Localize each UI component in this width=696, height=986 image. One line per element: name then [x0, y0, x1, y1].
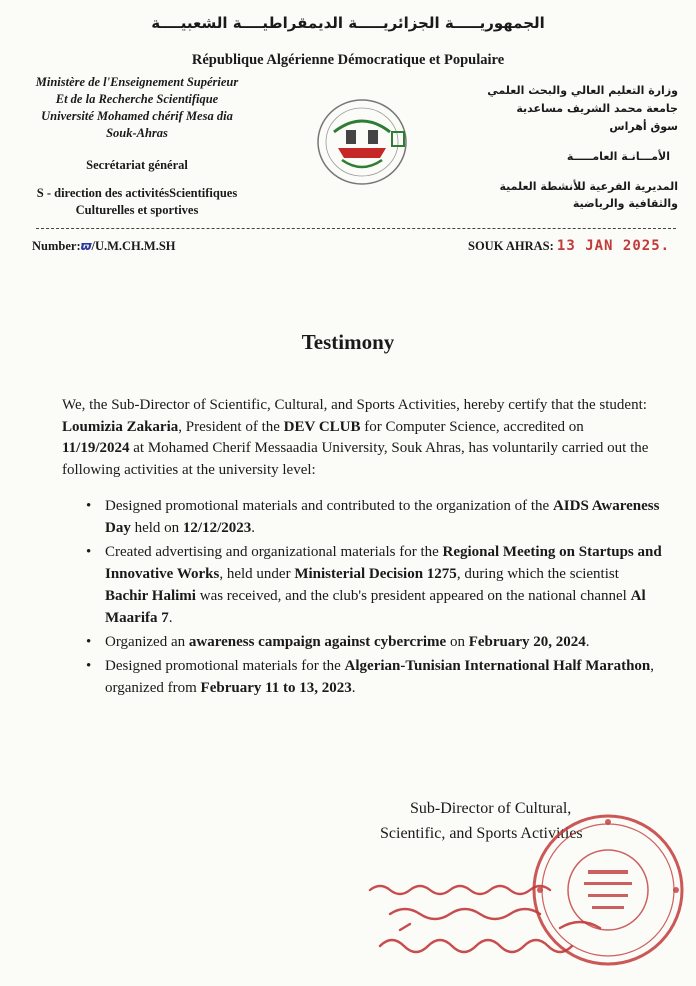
right-line-ministry: وزارة التعليم العالي والبحث العلمي — [487, 84, 678, 97]
activity-item — [62, 541, 662, 629]
left-subdirection-line2: Culturelles et sportives — [75, 203, 199, 217]
activity-text-part: Created advertising and organizational materials for the — [105, 544, 443, 560]
club-name: DEV CLUB — [283, 418, 361, 435]
activity-text-part: , held under — [219, 566, 295, 582]
right-subdirection-line1: المديرية الفرعية للأنشطة العلمية — [499, 180, 678, 193]
right-line-city: سوق أهراس — [609, 120, 678, 133]
activities-list — [62, 495, 662, 701]
activity-text-part: , organized from — [105, 658, 655, 696]
activity-text-part: . — [585, 634, 590, 650]
activity-text-part: February 11 to 13, 2023 — [200, 680, 352, 696]
left-institution-block — [12, 74, 262, 142]
number-label: Number: — [32, 239, 81, 253]
activity-item — [62, 631, 662, 653]
signatory-title-line1: Sub-Director of Cultural, — [410, 800, 572, 817]
left-line-research: Et de la Recherche Scientifique — [55, 92, 219, 106]
activity-text-part: , during which the scientist — [456, 566, 619, 582]
right-subdirection-line2: والثقافية والرياضية — [572, 197, 678, 210]
activity-text-part: Ministerial Decision 1275 — [294, 566, 457, 582]
right-subdirection-block — [468, 178, 678, 212]
university-logo-icon — [308, 92, 416, 190]
right-institution-block — [478, 82, 678, 136]
left-line-city: Souk-Ahras — [106, 126, 168, 140]
document-title: Testimony — [301, 330, 395, 354]
left-line-university: Université Mohamed chérif Mesa dia — [41, 109, 233, 123]
activity-text-part: held on — [130, 520, 183, 536]
right-secretariat: الأمـــانـة العامـــــة — [566, 150, 670, 163]
city-date-line — [468, 238, 670, 254]
reference-number — [32, 238, 176, 254]
left-line-ministry: Ministère de l'Enseignement Supérieur — [35, 75, 239, 89]
activity-text-part: Organized an — [105, 634, 189, 650]
bullet-dot: • — [86, 544, 92, 560]
handwritten-signature — [360, 870, 660, 960]
arabic-republic-header: الجمهوريـــــة الجزائريـــــة الديمقراطيــــة الشعبيــــة — [151, 14, 545, 32]
signatory-title-line2: Scientific, and Sports Activities — [380, 825, 583, 842]
activity-text-part: Al Maarifa 7 — [105, 588, 646, 626]
activity-text-part: Algerian-Tunisian International Half Marathon — [344, 658, 651, 674]
activity-text-part: 12/12/2023 — [182, 520, 252, 536]
activity-text-part: Designed promotional materials for the — [105, 658, 345, 674]
date-stamp: 13 JAN 2025. — [556, 238, 671, 254]
activity-text-part: on — [446, 634, 469, 650]
bullet-dot: • — [86, 634, 92, 650]
activity-text-part: February 20, 2024 — [468, 634, 586, 650]
activity-text-part: AIDS Awareness Day — [105, 498, 660, 536]
activity-item — [62, 495, 662, 539]
bullet-dot: • — [86, 498, 92, 514]
activity-text-part: . — [251, 520, 256, 536]
activity-text-part: Regional Meeting on Startups and Innovative Works — [105, 544, 662, 582]
left-secretariat: Secrétariat général — [86, 158, 188, 172]
intro-text-3: for Computer Science, accredited on — [360, 418, 584, 435]
activity-text-part: Bachir Halimi — [105, 588, 196, 604]
intro-text-1: We, the Sub-Director of Scientific, Cultural, and Sports Activities, hereby certify that the student: — [62, 397, 647, 413]
activity-item — [62, 655, 662, 699]
activity-text-part: was received, and the club's president appeared on the national channel — [195, 588, 631, 604]
accredited-date: 11/19/2024 — [62, 440, 130, 456]
intro-text-4: at Mohamed Cherif Messaadia University, Souk Ahras, has voluntarily carried out the following activities at the university level: — [62, 440, 649, 478]
activity-text-part: awareness campaign against cybercrime — [188, 634, 447, 650]
number-value: /U.M.CH.M.SH — [91, 239, 176, 253]
body-paragraph — [62, 395, 654, 481]
city-label: SOUK AHRAS: — [468, 239, 554, 253]
header-divider — [36, 228, 676, 229]
activity-text-part: . — [351, 680, 356, 696]
left-subdirection-line1: S - direction des activitésScientifiques — [36, 186, 238, 200]
activity-text-part: Designed promotional materials and contributed to the organization of the — [105, 498, 553, 514]
intro-text-2: , President of the — [178, 418, 284, 435]
french-republic-header: République Algérienne Démocratique et Populaire — [191, 52, 505, 68]
activity-text-part: . — [168, 610, 173, 626]
student-name: Loumizia Zakaria — [62, 418, 179, 435]
bullet-dot: • — [86, 658, 92, 674]
number-handwritten-mark: ϖ — [80, 238, 92, 253]
right-line-university: جامعة محمد الشريف مساعدية — [516, 102, 678, 115]
